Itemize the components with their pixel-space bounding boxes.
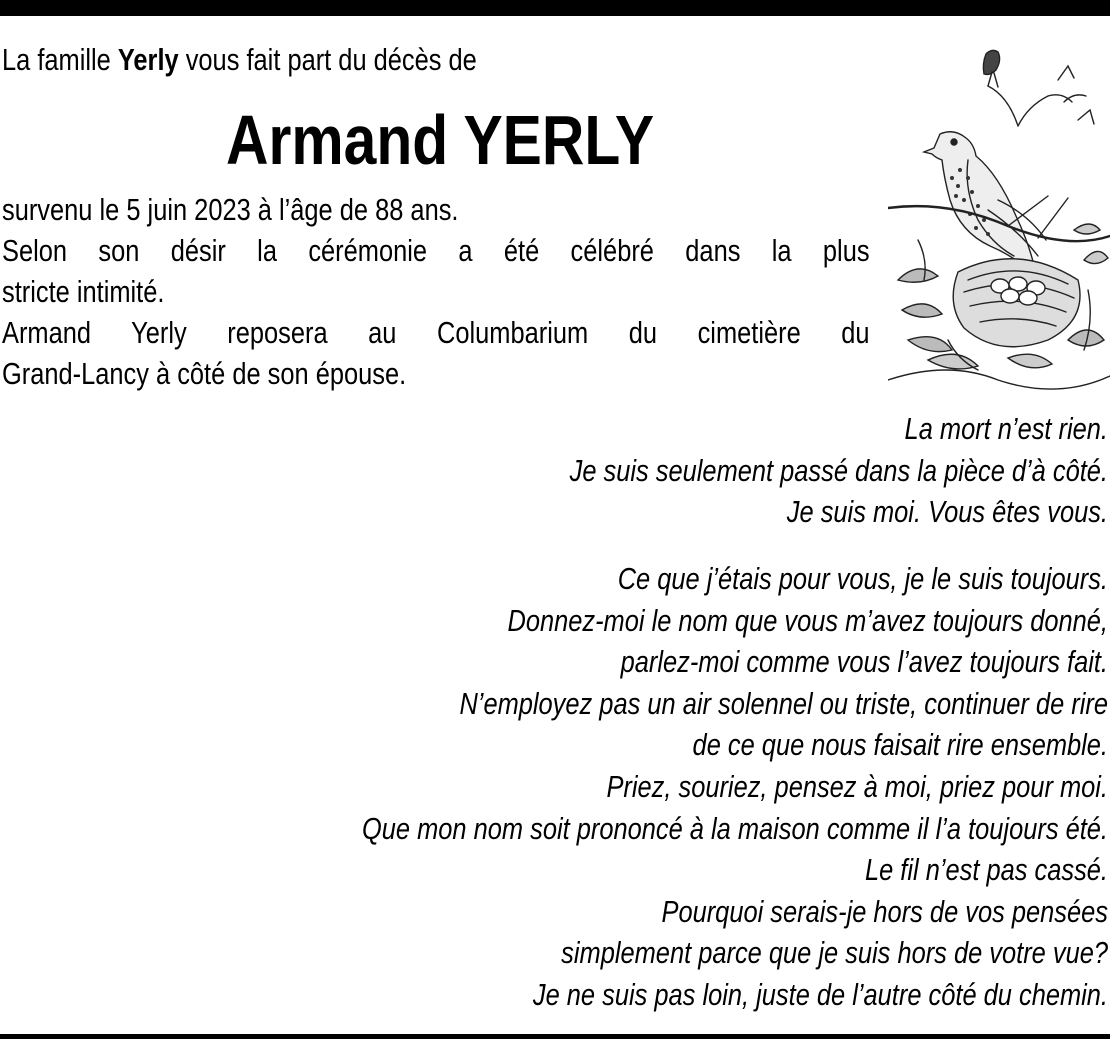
poem-line: de ce que nous faisait rire ensemble. <box>692 727 1108 763</box>
announcement-intro <box>2 40 477 80</box>
poem-line: Je suis seulement passé dans la pièce d’à côté. <box>569 452 1108 488</box>
family-name: Yerly <box>117 42 179 77</box>
poem-line: La mort n’est rien. <box>904 411 1108 446</box>
announcement-body <box>2 189 870 394</box>
poem-line: Je ne suis pas loin, juste de l’autre côté du chemin. <box>532 976 1108 1012</box>
intro-suffix: vous fait part du décès de <box>178 42 477 77</box>
poem-line: Donnez-moi le nom que vous m’avez toujours donné, <box>507 602 1108 638</box>
intro-prefix: La famille <box>2 42 118 77</box>
poem-stanza-1 <box>0 408 1108 533</box>
poem-line: N’employez pas un air solennel ou triste, continuer de rire <box>459 685 1109 721</box>
poem-line: Pourquoi serais-je hors de vos pensées <box>661 893 1108 929</box>
body-line-spouse: Grand-Lancy à côté de son épouse. <box>2 356 407 391</box>
body-line-intimacy: stricte intimité. <box>2 274 165 309</box>
body-line-date: survenu le 5 juin 2023 à l’âge de 88 ans. <box>2 192 459 227</box>
poem-line: parlez-moi comme vous l’avez toujours fait. <box>620 644 1108 680</box>
poem-line: simplement parce que je suis hors de votre vue? <box>561 935 1108 971</box>
body-line-columbarium: Armand Yerly reposera au Columbarium du cimetière du <box>2 315 870 350</box>
poem-line: Ce que j’étais pour vous, je le suis toujours. <box>617 561 1108 596</box>
poem-stanza-2 <box>0 558 1108 1016</box>
bottom-border <box>0 1034 1110 1039</box>
poem-line: Que mon nom soit prononcé à la maison comme il l’a toujours été. <box>361 810 1108 846</box>
bird-on-nest-icon <box>888 40 1110 392</box>
poem-line: Je suis moi. Vous êtes vous. <box>786 494 1108 530</box>
body-line-ceremony: Selon son désir la cérémonie a été célébré dans la plus <box>2 233 870 268</box>
poem-line: Priez, souriez, pensez à moi, priez pour moi. <box>606 768 1108 804</box>
top-border <box>0 0 1110 16</box>
poem-line: Le fil n’est pas cassé. <box>864 852 1108 888</box>
deceased-name: Armand YERLY <box>226 101 655 179</box>
